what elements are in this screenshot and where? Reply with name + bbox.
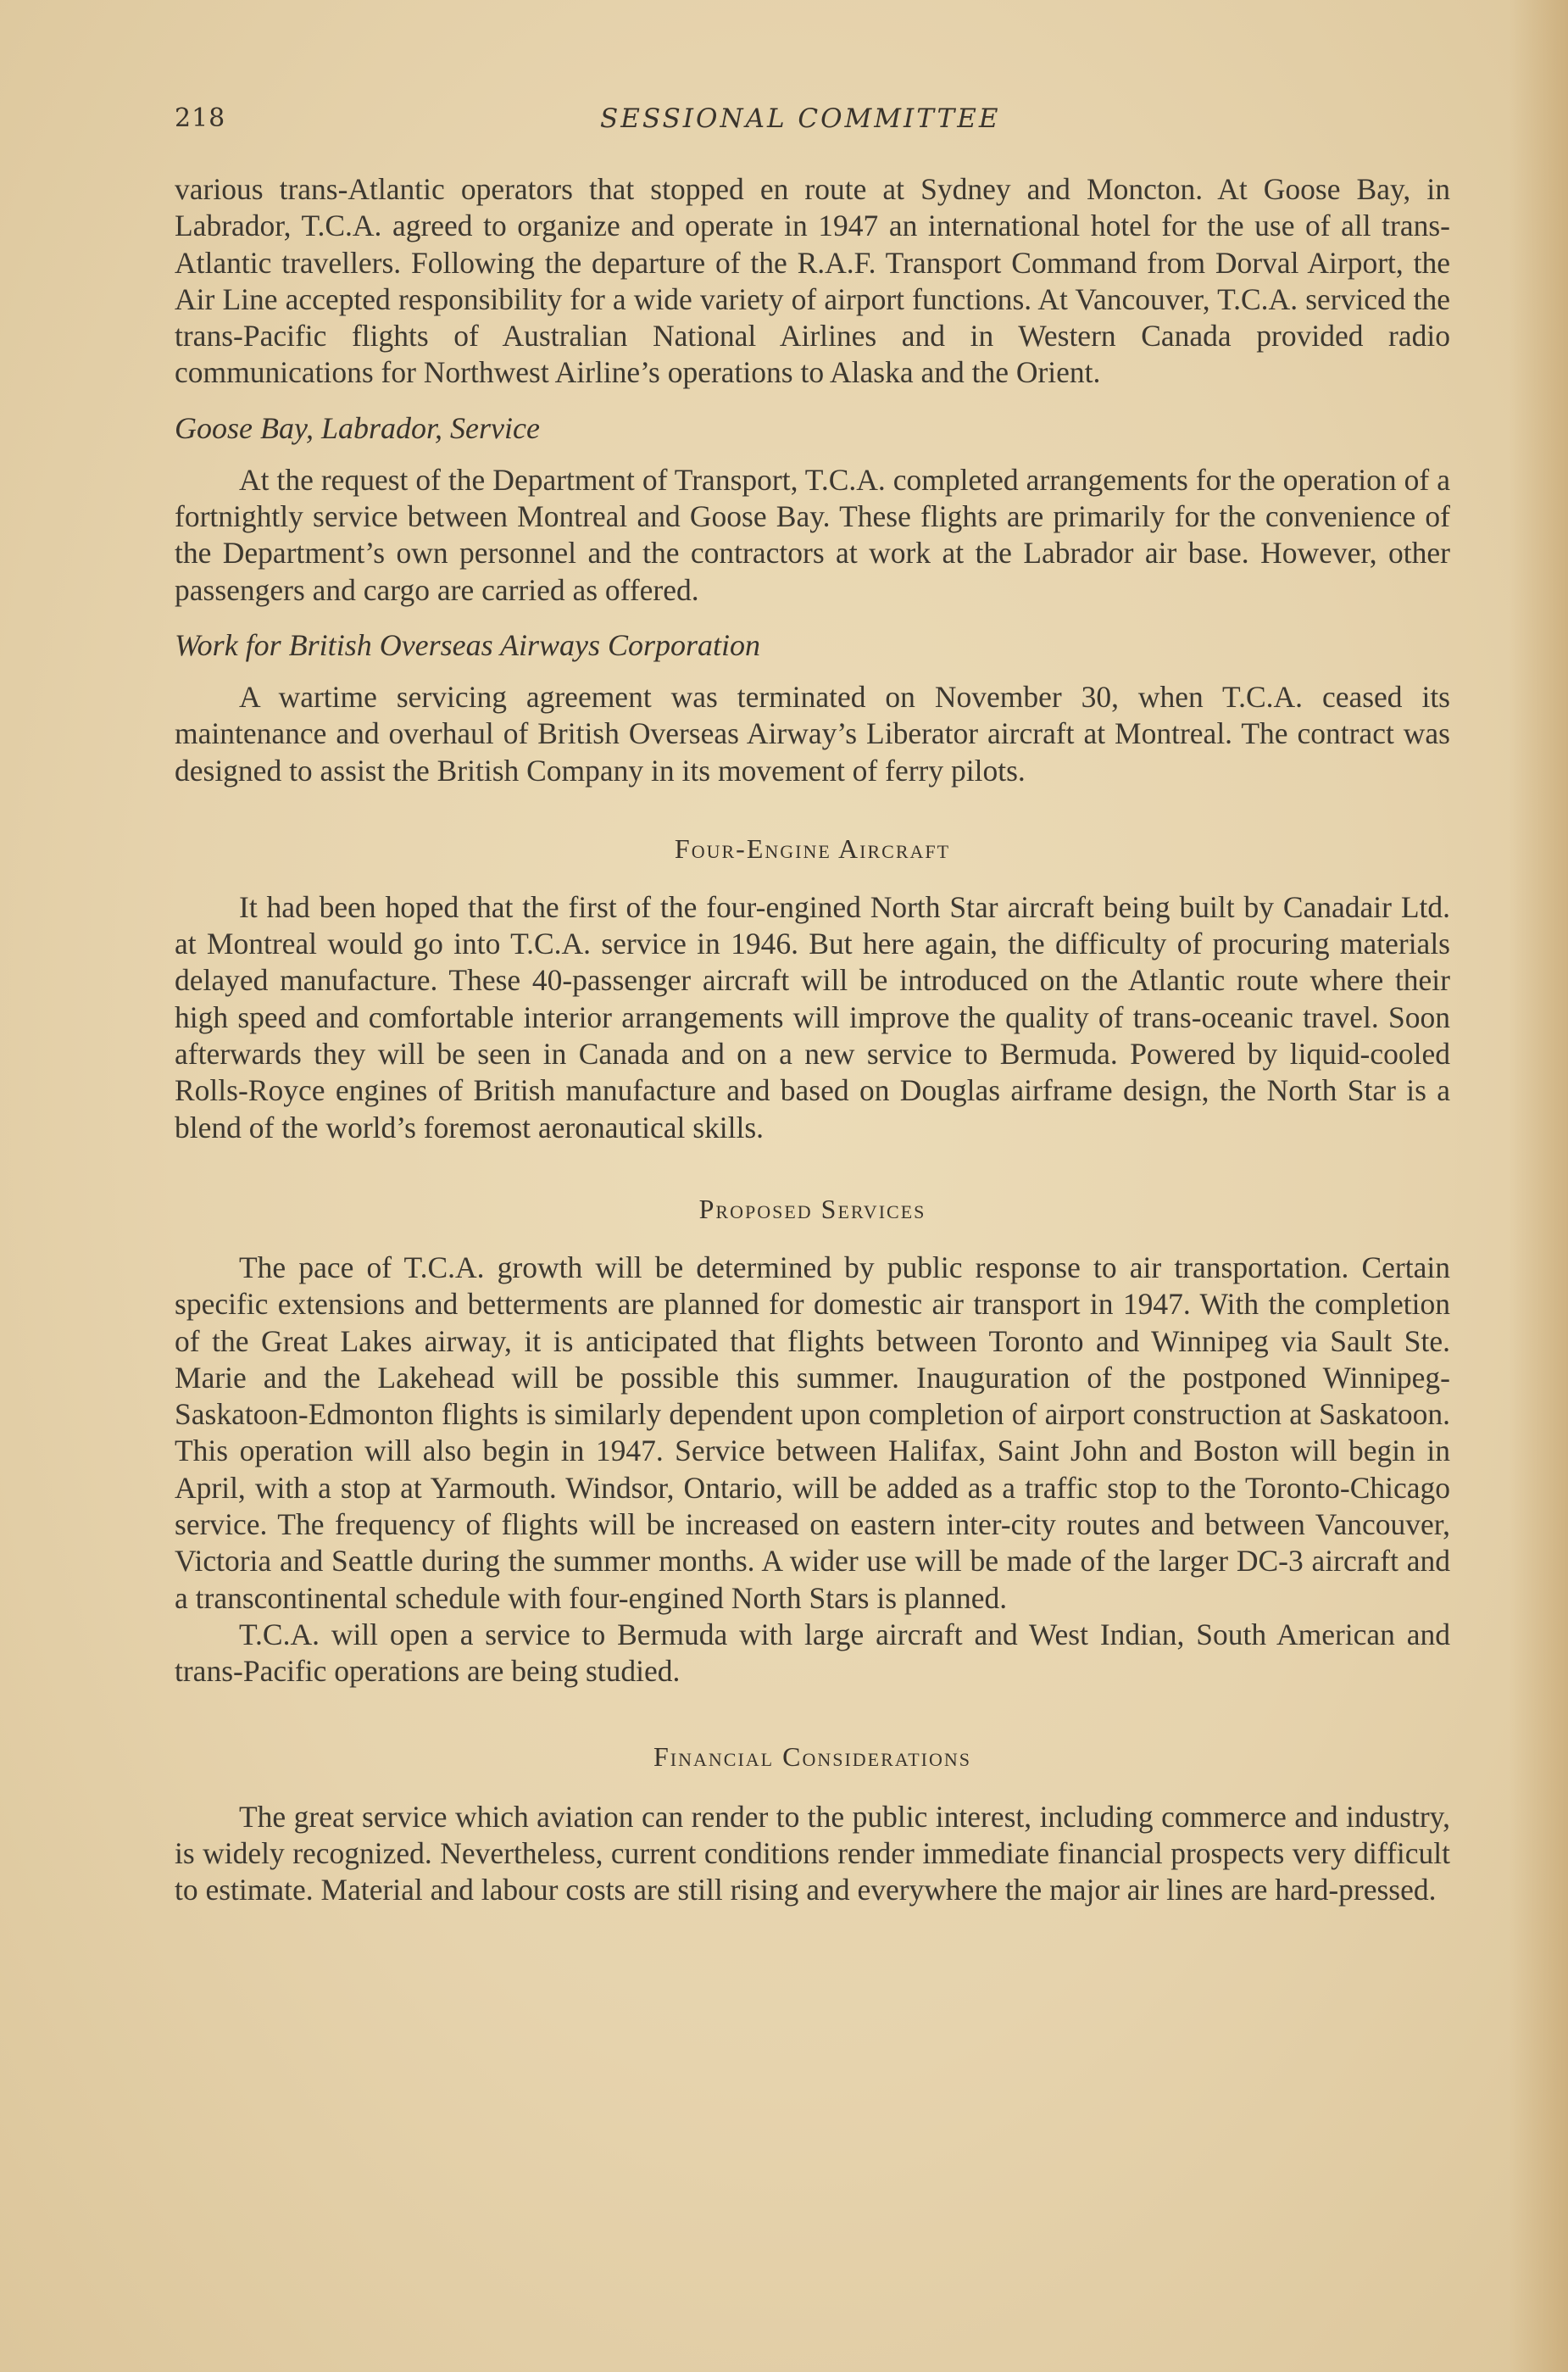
boac-paragraph: A wartime servicing agreement was terminated on November 30, when T.C.A. ceased its maintenance and overhaul of British Overseas Airway’s Liberator aircraft at Montreal. The contract was designed to assist the British Company in its movement of ferry pilots.	[175, 679, 1450, 788]
intro-paragraph: various trans-Atlantic operators that stopped en route at Sydney and Moncton. At Goose Bay, in Labrador, T.C.A. agreed to organize and operate in 1947 an international hotel for the use of all trans-Atlantic travellers. Following the departure of the R.A.F. Transport Command from Dorval Airport, the Air Line accepted responsibility for a wide variety of airport functions. At Vancouver, T.C.A. serviced the trans-Pacific flights of Australian National Airlines and in Western Canada provided radio communications for Northwest Airline’s operations to Alaska and the Orient.	[175, 172, 1450, 390]
boac-heading: Work for British Overseas Airways Corporation	[175, 627, 761, 662]
financial-considerations-paragraph: The great service which aviation can render to the public interest, including commerce and industry, is widely recognized. Nevertheless, current conditions render immediate financial prospects very difficult to estimate. Material and labour costs are still rising and everywhere the major air lines are hard-pressed.	[175, 1799, 1450, 1907]
proposed-services-paragraph-2: T.C.A. will open a service to Bermuda with large aircraft and West Indian, South American and trans-Pacific operations are being studied.	[175, 1617, 1450, 1689]
four-engine-heading: Four-Engine Aircraft	[674, 832, 951, 864]
goose-bay-heading: Goose Bay, Labrador, Service	[175, 410, 540, 445]
page-header	[175, 103, 1450, 146]
page-edge-shadow	[1509, 0, 1568, 2372]
proposed-services-heading: Proposed Services	[698, 1193, 926, 1224]
running-title: SESSIONAL COMMITTEE	[600, 103, 1001, 134]
page-number: 218	[175, 103, 226, 133]
proposed-services-paragraph-1: The pace of T.C.A. growth will be determined by public response to air transportation. Certain specific extensions and betterments are planned for domestic air transport in 1947. With the completion of the Great Lakes airway, it is anticipated that flights between Toronto and Winnipeg via Sault Ste. Marie and the Lakehead will be possible this summer. Inauguration of the postponed Winnipeg-Saskatoon-Edmonton flights is similarly dependent upon completion of airport construction at Saskatoon. This operation will also begin in 1947. Service between Halifax, Saint John and Boston will begin in April, with a stop at Yarmouth. Windsor, Ontario, will be added as a traffic stop to the Toronto-Chicago service. The frequency of flights will be increased on eastern inter-city routes and between Vancouver, Victoria and Seattle during the summer months. A wider use will be made of the larger DC-3 aircraft and a transcontinental schedule with four-engined North Stars is planned.	[175, 1250, 1450, 1615]
four-engine-paragraph: It had been hoped that the first of the four-engined North Star aircraft being built by Canadair Ltd. at Montreal would go into T.C.A. service in 1946. But here again, the difficulty of procuring materials delayed manufacture. These 40-passenger aircraft will be introduced on the Atlantic route where their high speed and comfortable interior arrangements will improve the quality of trans-oceanic travel. Soon afterwards they will be seen in Canada and on a new service to Bermuda. Powered by liquid-cooled Rolls-Royce engines of British manufacture and based on Douglas airframe design, the North Star is a blend of the world’s foremost aeronautical skills.	[175, 889, 1450, 1144]
goose-bay-paragraph: At the request of the Department of Transport, T.C.A. completed arrangements for the operation of a fortnightly service between Montreal and Goose Bay. These flights are primarily for the convenience of the Department’s own personnel and the contractors at work at the Labrador air base. However, other passengers and cargo are carried as offered.	[175, 462, 1450, 607]
page-body	[175, 171, 1450, 1908]
financial-considerations-heading: Financial Considerations	[653, 1740, 972, 1772]
